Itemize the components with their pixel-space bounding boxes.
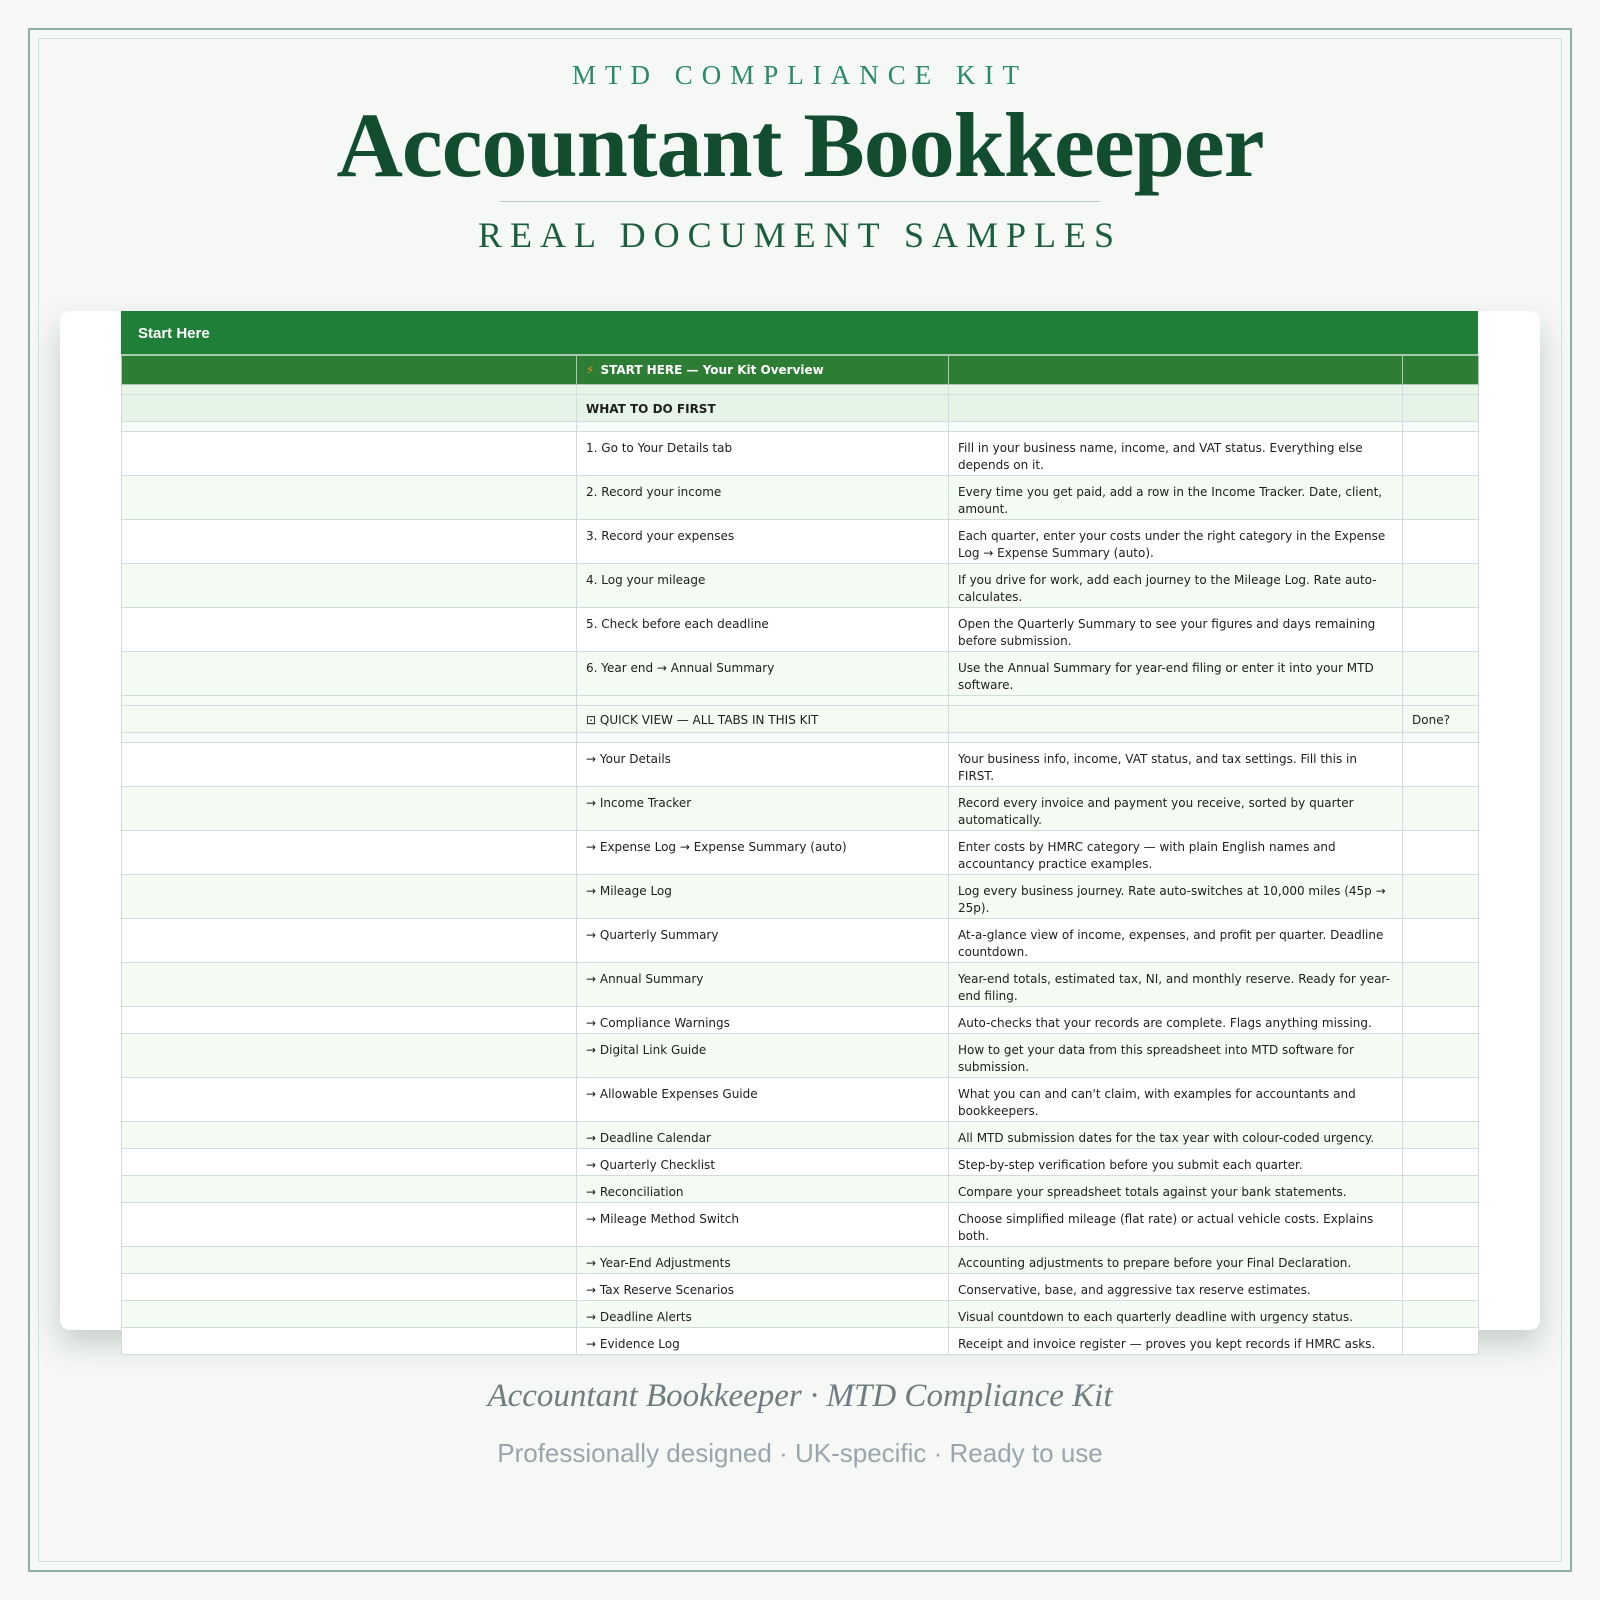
step-row-label[interactable]: 6. Year end → Annual Summary	[577, 652, 949, 696]
tab-row-description[interactable]: Conservative, base, and aggressive tax reserve estimates.	[949, 1274, 1403, 1301]
done-cell[interactable]	[1403, 564, 1479, 608]
tab-row-description[interactable]: Auto-checks that your records are complete. Flags anything missing.	[949, 1007, 1403, 1034]
section-label[interactable]: WHAT TO DO FIRST	[577, 395, 949, 422]
done-cell[interactable]	[1403, 1122, 1479, 1149]
spacer-row	[122, 696, 1479, 706]
lightning-icon: ⚡	[586, 363, 595, 377]
tab-row-description[interactable]: Step-by-step verification before you submit each quarter.	[949, 1149, 1403, 1176]
section-quick-view	[122, 706, 1479, 733]
tab-row-label[interactable]: → Your Details	[577, 743, 949, 787]
tab-row-description[interactable]: Your business info, income, VAT status, and tax settings. Fill this in FIRST.	[949, 743, 1403, 787]
step-row-label[interactable]: 1. Go to Your Details tab	[577, 432, 949, 476]
step-row	[122, 564, 1479, 608]
subtitle: REAL DOCUMENT SAMPLES	[477, 215, 1123, 255]
tab-row-label[interactable]: → Year-End Adjustments	[577, 1247, 949, 1274]
done-cell[interactable]	[1403, 1176, 1479, 1203]
tab-row-label[interactable]: → Annual Summary	[577, 963, 949, 1007]
section-label[interactable]: ⊡ QUICK VIEW — ALL TABS IN THIS KIT	[577, 706, 949, 733]
done-cell[interactable]	[1403, 1247, 1479, 1274]
tab-row	[122, 831, 1479, 875]
tab-row	[122, 1176, 1479, 1203]
spacer-row	[122, 733, 1479, 743]
empty-cell[interactable]	[122, 608, 577, 652]
tab-row-label[interactable]: → Digital Link Guide	[577, 1034, 949, 1078]
done-cell[interactable]	[1403, 875, 1479, 919]
tab-row	[122, 1301, 1479, 1328]
empty-cell[interactable]	[122, 1034, 577, 1078]
empty-cell[interactable]	[122, 831, 577, 875]
step-row-description[interactable]: Fill in your business name, income, and VAT status. Everything else depends on it.	[949, 432, 1403, 476]
tab-row	[122, 743, 1479, 787]
done-cell[interactable]	[1403, 963, 1479, 1007]
tab-row-label[interactable]: → Evidence Log	[577, 1328, 949, 1355]
done-cell[interactable]	[1403, 432, 1479, 476]
done-cell[interactable]	[1403, 743, 1479, 787]
tab-row	[122, 1203, 1479, 1247]
tab-row-label[interactable]: → Compliance Warnings	[577, 1007, 949, 1034]
tab-row-label[interactable]: → Expense Log → Expense Summary (auto)	[577, 831, 949, 875]
step-row-description[interactable]: Every time you get paid, add a row in the Income Tracker. Date, client, amount.	[949, 476, 1403, 520]
done-cell[interactable]	[1403, 1328, 1479, 1355]
step-row-description[interactable]: Use the Annual Summary for year-end filing or enter it into your MTD software.	[949, 652, 1403, 696]
tab-row-label[interactable]: → Allowable Expenses Guide	[577, 1078, 949, 1122]
tab-row	[122, 963, 1479, 1007]
tab-row-description[interactable]: Receipt and invoice register — proves you kept records if HMRC asks.	[949, 1328, 1403, 1355]
tab-row-label[interactable]: → Mileage Log	[577, 875, 949, 919]
done-cell[interactable]	[1403, 831, 1479, 875]
tab-row-description[interactable]: Year-end totals, estimated tax, NI, and monthly reserve. Ready for year-end filing.	[949, 963, 1403, 1007]
tab-row-label[interactable]: → Quarterly Summary	[577, 919, 949, 963]
tab-row-description[interactable]: Accounting adjustments to prepare before your Final Declaration.	[949, 1247, 1403, 1274]
header-row	[122, 356, 1479, 385]
tab-row-description[interactable]: All MTD submission dates for the tax year with colour-coded urgency.	[949, 1122, 1403, 1149]
step-row-label[interactable]: 3. Record your expenses	[577, 520, 949, 564]
done-cell[interactable]	[1403, 476, 1479, 520]
step-row	[122, 652, 1479, 696]
empty-cell[interactable]	[122, 787, 577, 831]
empty-cell[interactable]	[122, 1176, 577, 1203]
step-row	[122, 608, 1479, 652]
tab-row-description[interactable]: Record every invoice and payment you receive, sorted by quarter automatically.	[949, 787, 1403, 831]
empty-cell[interactable]	[122, 1301, 577, 1328]
tab-row-label[interactable]: → Income Tracker	[577, 787, 949, 831]
done-cell[interactable]	[1403, 652, 1479, 696]
step-row-label[interactable]: 4. Log your mileage	[577, 564, 949, 608]
step-row	[122, 520, 1479, 564]
tab-row	[122, 787, 1479, 831]
tab-row-description[interactable]: What you can and can't claim, with examples for accountants and bookkeepers.	[949, 1078, 1403, 1122]
empty-cell[interactable]	[122, 963, 577, 1007]
spacer-row	[122, 385, 1479, 395]
done-cell[interactable]	[1403, 787, 1479, 831]
tab-row-label[interactable]: → Tax Reserve Scenarios	[577, 1274, 949, 1301]
done-cell[interactable]	[1403, 1034, 1479, 1078]
page-title: Accountant Bookkeeper	[336, 94, 1264, 196]
spreadsheet	[121, 311, 1478, 1355]
spacer-row	[122, 422, 1479, 432]
header-cell[interactable]: ⚡ START HERE — Your Kit Overview	[577, 356, 949, 385]
tab-row	[122, 919, 1479, 963]
tab-row-description[interactable]: How to get your data from this spreadsheet into MTD software for submission.	[949, 1034, 1403, 1078]
tab-row-label[interactable]: → Quarterly Checklist	[577, 1149, 949, 1176]
empty-cell[interactable]	[122, 1203, 577, 1247]
tab-row	[122, 1149, 1479, 1176]
tab-row-description[interactable]: Log every business journey. Rate auto-switches at 10,000 miles (45p → 25p).	[949, 875, 1403, 919]
empty-cell[interactable]	[122, 476, 577, 520]
section-what-to-do-first	[122, 395, 1479, 422]
tab-row-label[interactable]: → Deadline Alerts	[577, 1301, 949, 1328]
empty-cell[interactable]	[122, 1274, 577, 1301]
sheet-tab-title: Start Here	[121, 311, 1478, 355]
step-row-description[interactable]: Each quarter, enter your costs under the right category in the Expense Log → Expense Summary (auto).	[949, 520, 1403, 564]
tab-row	[122, 1328, 1479, 1355]
divider	[500, 201, 1100, 202]
tab-row-description[interactable]: Visual countdown to each quarterly deadline with urgency status.	[949, 1301, 1403, 1328]
done-cell[interactable]	[1403, 1203, 1479, 1247]
done-column-header[interactable]: Done?	[1403, 706, 1479, 733]
done-cell[interactable]	[1403, 1301, 1479, 1328]
tab-row-label[interactable]: → Deadline Calendar	[577, 1122, 949, 1149]
step-row	[122, 432, 1479, 476]
empty-cell[interactable]	[122, 743, 577, 787]
empty-cell[interactable]	[122, 1328, 577, 1355]
tab-row	[122, 1247, 1479, 1274]
done-cell[interactable]	[1403, 1078, 1479, 1122]
spreadsheet-card	[60, 311, 1540, 1351]
step-row	[122, 476, 1479, 520]
overview-table	[121, 355, 1479, 1355]
done-cell[interactable]	[1403, 608, 1479, 652]
tab-row-label[interactable]: → Mileage Method Switch	[577, 1203, 949, 1247]
done-cell[interactable]	[1403, 919, 1479, 963]
tab-row-label[interactable]: → Reconciliation	[577, 1176, 949, 1203]
empty-cell[interactable]	[122, 919, 577, 963]
tab-row	[122, 1007, 1479, 1034]
tab-row-description[interactable]: Enter costs by HMRC category — with plain English names and accountancy practice examples.	[949, 831, 1403, 875]
step-row-description[interactable]: If you drive for work, add each journey to the Mileage Log. Rate auto-calculates.	[949, 564, 1403, 608]
done-cell[interactable]	[1403, 1274, 1479, 1301]
tab-row	[122, 1078, 1479, 1122]
empty-cell[interactable]	[122, 1007, 577, 1034]
tab-row	[122, 1034, 1479, 1078]
empty-cell[interactable]	[122, 1247, 577, 1274]
empty-cell[interactable]	[122, 652, 577, 696]
tab-row-description[interactable]: Compare your spreadsheet totals against your bank statements.	[949, 1176, 1403, 1203]
tab-row	[122, 1122, 1479, 1149]
empty-cell[interactable]	[122, 520, 577, 564]
kicker: MTD COMPLIANCE KIT	[572, 60, 1028, 90]
empty-cell[interactable]	[122, 875, 577, 919]
footer-tagline: Professionally designed · UK-specific · Ready to use	[497, 1438, 1103, 1468]
empty-cell[interactable]	[122, 1078, 577, 1122]
done-cell[interactable]	[1403, 1007, 1479, 1034]
step-row-label[interactable]: 5. Check before each deadline	[577, 608, 949, 652]
empty-cell[interactable]	[122, 564, 577, 608]
done-cell[interactable]	[1403, 1149, 1479, 1176]
footer-caption: Accountant Bookkeeper · MTD Compliance Kit	[487, 1378, 1113, 1414]
tab-row-description[interactable]: Choose simplified mileage (flat rate) or actual vehicle costs. Explains both.	[949, 1203, 1403, 1247]
empty-cell[interactable]	[122, 1122, 577, 1149]
empty-cell[interactable]	[122, 1149, 577, 1176]
empty-cell[interactable]	[122, 432, 577, 476]
step-row-description[interactable]: Open the Quarterly Summary to see your figures and days remaining before submission.	[949, 608, 1403, 652]
step-row-label[interactable]: 2. Record your income	[577, 476, 949, 520]
tab-row-description[interactable]: At-a-glance view of income, expenses, and profit per quarter. Deadline countdown.	[949, 919, 1403, 963]
tab-row	[122, 1274, 1479, 1301]
done-cell[interactable]	[1403, 520, 1479, 564]
tab-row	[122, 875, 1479, 919]
